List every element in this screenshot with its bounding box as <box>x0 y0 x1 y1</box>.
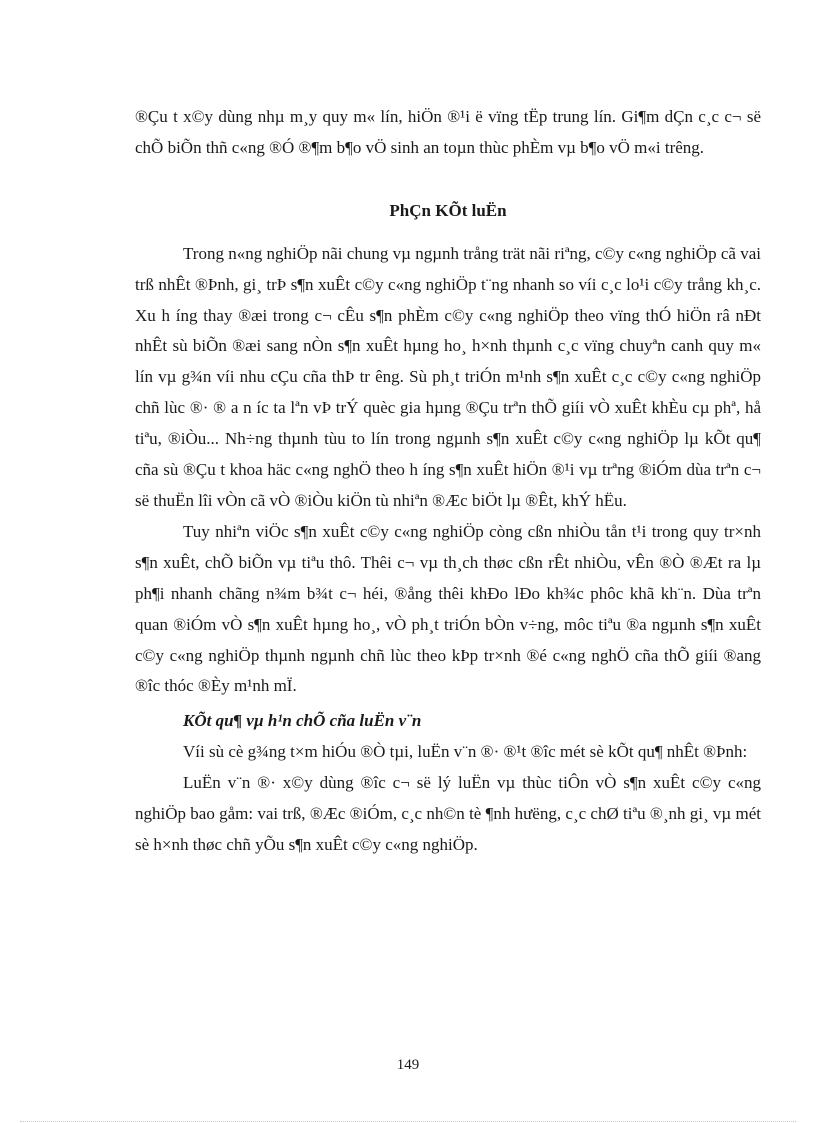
page-number: 149 <box>396 1057 420 1073</box>
paragraph-results-1: LuËn v¨n ®· x©y dùng ®îc c¬ së lý luËn vµ thùc tiÔn vÒ s¶n xuÊt c©y c«ng nghiÖp bao gåm: vai trß, ®Æc ®iÓm, c¸c nh©n tè ¶nh hưëng, c¸c chØ tiªu ®¸nh gi¸ vµ mét sè h×nh thøc chñ yÕu s¶n xuÊt c©y c«ng nghiÖp. <box>135 773 761 854</box>
section-heading: PhÇn KÕt luËn <box>389 200 507 220</box>
paragraph-results-intro: Víi sù cè g¾ng t×m hiÓu ®Ò tµi, luËn v¨n ®· ®¹t ®îc mét sè kÕt qu¶ nhÊt ®Þnh: <box>183 742 748 762</box>
document-body <box>135 102 761 861</box>
paragraph-continuation: ®Çu t x©y dùng nhµ m¸y quy m« lín, hiÖn ®¹i ë vïng tËp trung lín. Gi¶m dÇn c¸c c¬ së chÕ biÕn thñ c«ng ®Ó ®¶m b¶o vÖ sinh an toµn thùc phÈm vµ b¶o vÖ m«i trêng. <box>135 107 761 157</box>
page-bottom-divider <box>20 1121 796 1122</box>
paragraph-conclusion-2: Tuy nhiªn viÖc s¶n xuÊt c©y c«ng nghiÖp còng cßn nhiÒu tån t¹i trong quy tr×nh s¶n xuÊt, chÕ biÕn vµ tiªu thô. Thêi c¬ vµ th¸ch thøc cßn rÊt nhiÒu, vÊn ®Ò ®Æt ra lµ ph¶i nhanh chãng n¾m b¾t c¬ héi, ®ång thêi khÐo lÐo kh¾c phôc khã kh¨n. Dùa trªn quan ®iÓm vÒ s¶n xuÊt hµng ho¸, vÒ ph¸t triÓn bÒn v÷ng, môc tiªu ®a ngµnh s¶n xuÊt c©y c«ng nghiÖp thµnh ngµnh chñ lùc theo kÞp tr×nh ®é c«ng nghÖ cña thÕ giíi ®ang ®îc thóc ®Èy m¹nh mÏ. <box>135 521 761 696</box>
subsection-heading: KÕt qu¶ vµ h¹n chÕ cña luËn v¨n <box>183 711 422 731</box>
paragraph-conclusion-1: Trong n«ng nghiÖp nãi chung vµ ngµnh trång trät nãi riªng, c©y c«ng nghiÖp cã vai trß nhÊt ®Þnh, gi¸ trÞ s¶n xuÊt c©y c«ng nghiÖp t¨ng nhanh so víi c¸c lo¹i c©y trång kh¸c. Xu h íng thay ®æi trong c¬ cÊu s¶n phÈm c©y c«ng nghiÖp theo vïng thÓ hiÖn râ nÐt nhÊt sù biÕn ®æi sang nÒn s¶n xuÊt hµng ho¸ h×nh thµnh c¸c vïng chuyªn canh quy m« lín vµ g¾n víi nhu cÇu cña thÞ tr êng. Sù ph¸t triÓn m¹nh s¶n xuÊt c¸c c©y c«ng nghiÖp chñ lùc ®· ® a n íc ta lªn vÞ trÝ quèc gia hµng ®Çu trªn thÕ giíi vÒ xuÊt khÈu cµ phª, hå tiªu, ®iÒu... Nh÷ng thµnh tùu to lín trong ngµnh s¶n xuÊt c©y c«ng nghiÖp lµ kÕt qu¶ cña sù ®Çu t khoa häc c«ng nghÖ theo h íng s¶n xuÊt hiÖn ®¹i vµ trªng ®iÓm dùa trªn c¬ së thuËn lîi vÒn cã vÒ ®iÒu kiÖn tù nhiªn ®Æc biÖt lµ ®Êt, khÝ hËu. <box>135 243 761 510</box>
